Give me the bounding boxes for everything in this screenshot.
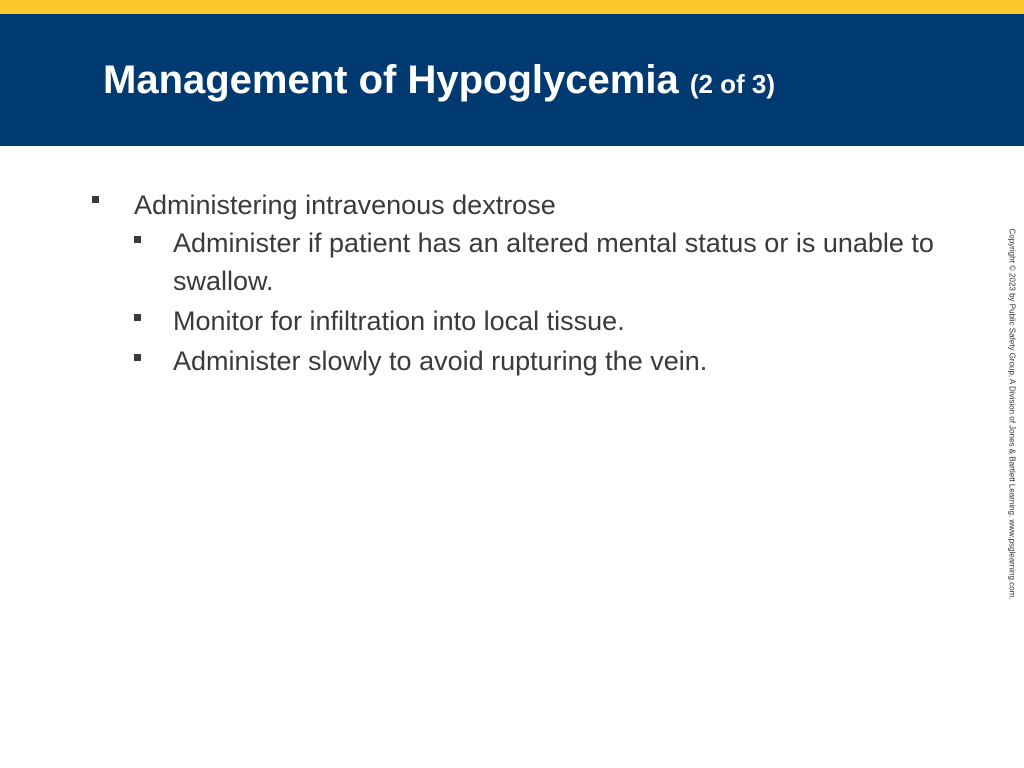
accent-bar	[0, 0, 1024, 14]
slide-body	[88, 186, 938, 382]
sub-bullet-text: Administer if patient has an altered mental status or is unable to swallow.	[173, 228, 934, 296]
sub-bullet-text: Administer slowly to avoid rupturing the vein.	[173, 346, 708, 376]
bullet-list	[88, 186, 938, 380]
sub-bullet-item	[134, 224, 938, 300]
sub-bullet-item	[134, 342, 938, 380]
sub-bullet-list	[134, 224, 938, 380]
square-bullet-icon	[134, 236, 141, 243]
title-text: Management of Hypoglycemia	[103, 58, 679, 102]
copyright-notice: Copyright © 2023 by Public Safety Group, A Division of Jones & Bartlett Learning. www.psglearning.com.	[1007, 228, 1017, 600]
sub-bullet-item	[134, 302, 938, 340]
bullet-item	[88, 186, 938, 380]
square-bullet-icon	[134, 354, 141, 361]
slide-title	[103, 56, 775, 108]
square-bullet-icon	[134, 314, 141, 321]
bullet-text: Administering intravenous dextrose	[134, 190, 556, 220]
sub-bullet-text: Monitor for infiltration into local tissue.	[173, 306, 625, 336]
square-bullet-icon	[92, 196, 99, 203]
title-page-indicator: (2 of 3)	[689, 69, 776, 99]
